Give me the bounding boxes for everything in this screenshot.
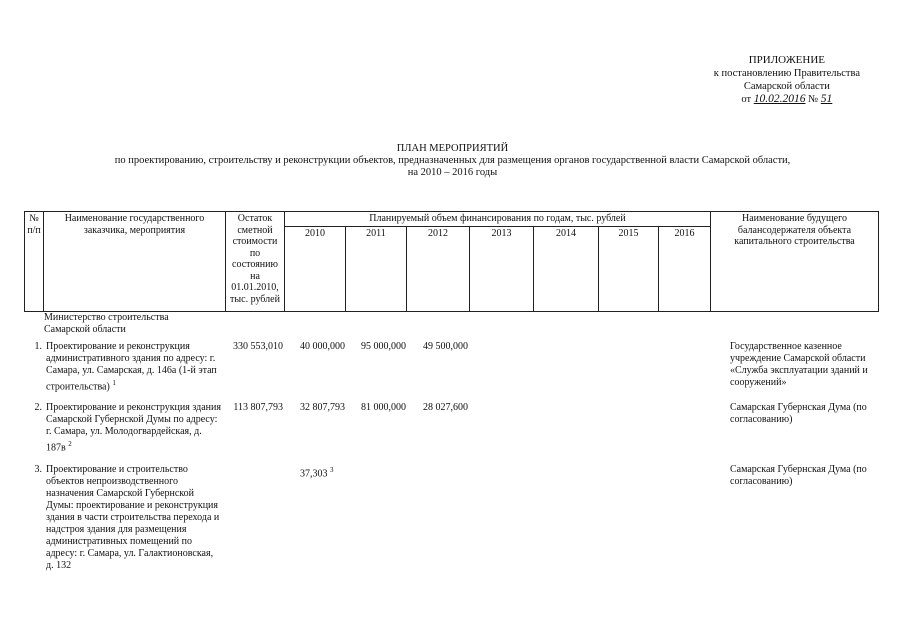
header-remain: Остаток сметной стоимости по состоянию на 01.01.2010, тыс. рублей [226, 212, 285, 312]
header-year: 2016 [659, 226, 711, 311]
header-year: 2011 [346, 226, 407, 311]
header-year: 2012 [407, 226, 470, 311]
appendix-line2: Самарской области [743, 81, 830, 92]
row-num: 2. [34, 402, 42, 413]
title-line3: на 2010 – 2016 годы [407, 167, 498, 178]
row-2010-value: 37,303 [300, 468, 328, 480]
header-planned: Планируемый объем финансирования по годам, тыс. рублей [285, 212, 711, 227]
date-prefix: от [741, 94, 752, 105]
header-num: № п/п [25, 212, 44, 312]
row-name: Проектирование и строительство объектов непроизводственного назначения Самарской Губернской Думы: проектирование и реконструкция здания в части строительства перехода и надстроя здания для размещения административных помещений по адресу: г. Самара, ул. Галактионовская, д. 132 [46, 464, 220, 571]
number-prefix: № [808, 94, 819, 105]
appendix-date-line [714, 93, 860, 106]
appendix-title: ПРИЛОЖЕНИЕ [748, 54, 826, 66]
row-2011: 95 000,000 [361, 341, 406, 352]
row-2010: 32 807,793 [300, 402, 345, 413]
appendix-line1: к постановлению Правительства [713, 68, 860, 79]
row-name-text: Проектирование и реконструкция здания Самарской Губернской Думы по адресу: г. Самара, ул. Молодогвардейская, д. 187в [46, 402, 221, 454]
row-name [46, 402, 221, 454]
title-line1: ПЛАН МЕРОПРИЯТИЙ [396, 143, 509, 154]
row-2012: 49 500,000 [423, 341, 468, 352]
row-2010 [287, 464, 360, 480]
number-value: 51 [820, 93, 833, 105]
row-2011: 81 000,000 [361, 402, 406, 413]
header-year: 2013 [470, 226, 534, 311]
row-owner: Государственное казенное учреждение Самарской области «Служба эксплуатации зданий и сооружений» [730, 341, 868, 388]
row-name-text: Проектирование и реконструкция административного здания по адресу: г. Самара, ул. Самарская, д. 146а (1-й этап строительства) [46, 341, 217, 393]
row-remain: 113 807,793 [233, 402, 283, 413]
header-owner: Наименование будущего балансодержателя объекта капитального строительства [711, 212, 879, 312]
appendix-block [714, 54, 860, 106]
header-year: 2015 [599, 226, 659, 311]
row-remain: 330 553,010 [233, 341, 283, 352]
row-owner: Самарская Губернская Дума (по согласованию) [730, 402, 867, 425]
header-name: Наименование государственного заказчика, мероприятия [44, 212, 226, 312]
table-header [24, 211, 879, 312]
footnote-mark: 3 [330, 466, 334, 474]
row-2012: 28 027,600 [423, 402, 468, 413]
row-num: 3. [34, 464, 42, 475]
footnote-mark: 2 [68, 440, 72, 448]
row-owner: Самарская Губернская Дума (по согласованию) [730, 464, 867, 487]
header-year: 2014 [534, 226, 599, 311]
row-2010: 40 000,000 [300, 341, 345, 352]
row-num: 1. [34, 341, 42, 352]
ministry-name: Министерство строительства Самарской области [44, 312, 169, 335]
header-year: 2010 [285, 226, 346, 311]
date-value: 10.02.2016 [753, 93, 806, 105]
footnote-mark: 1 [112, 379, 116, 387]
title-line2: по проектированию, строительству и реконструкции объектов, предназначенных для размещения органов государственной власти Самарской области, [114, 155, 791, 166]
document-title [0, 143, 905, 179]
row-name [46, 341, 221, 393]
